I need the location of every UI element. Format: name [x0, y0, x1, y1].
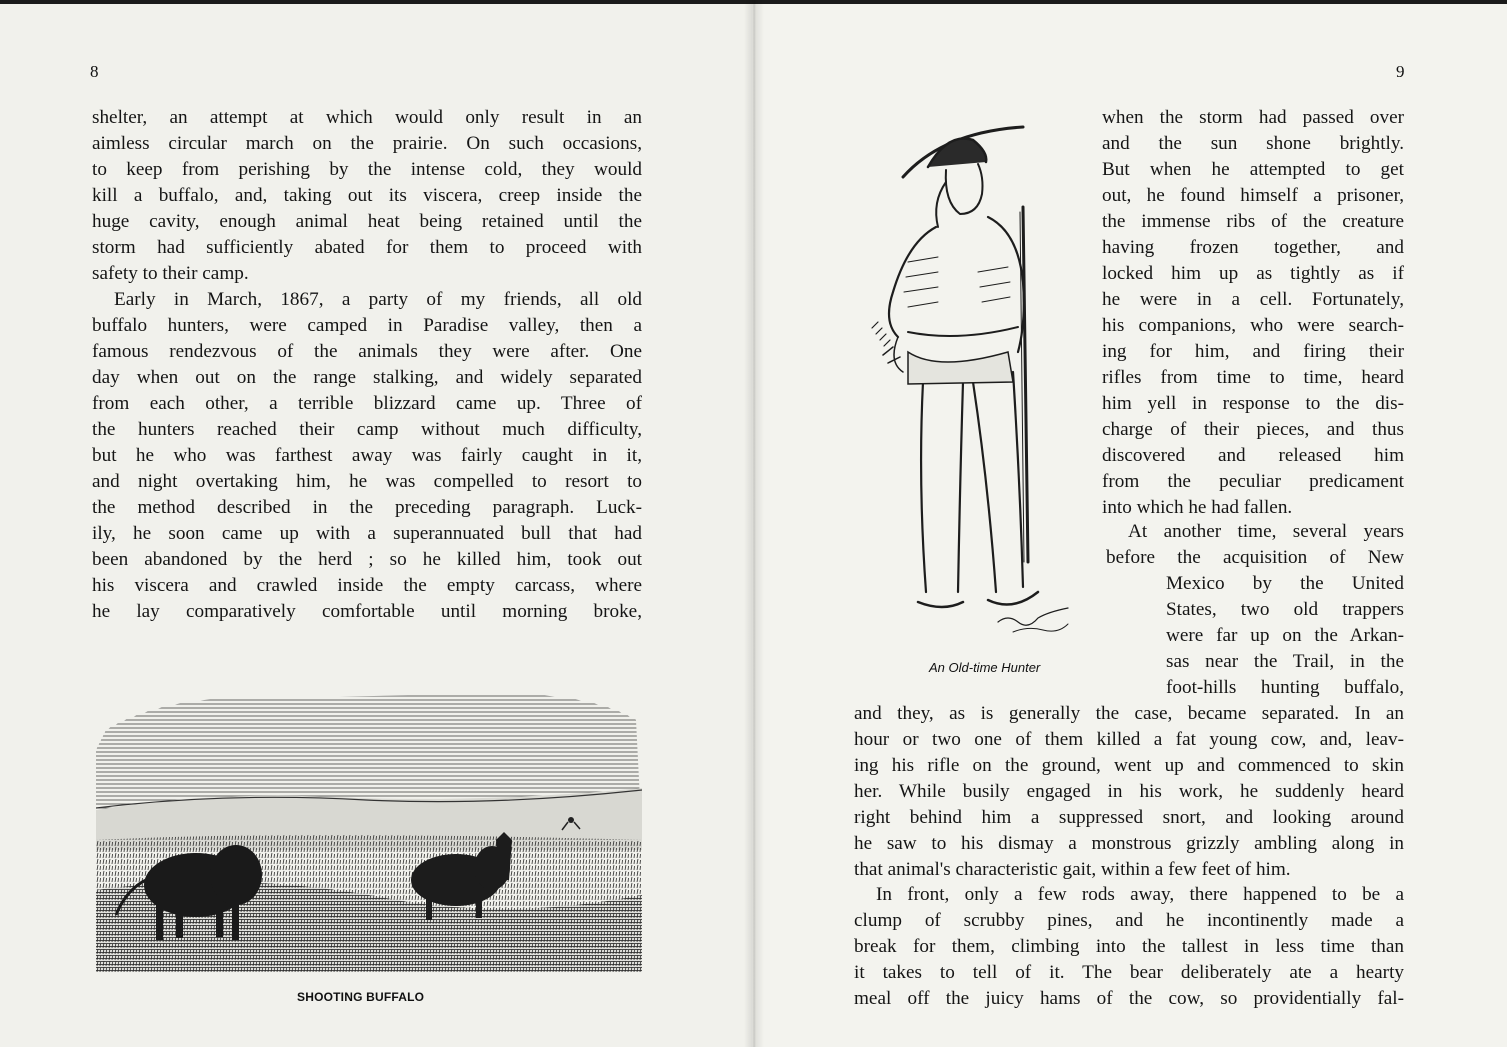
left-paragraph-1	[92, 105, 642, 287]
text-line: that animal's characteristic gait, within a few feet of him.	[854, 859, 1291, 880]
text-line: Early in March, 1867, a party of my friends, all old	[114, 289, 642, 310]
text-line: meal off the juicy hams of the cow, so providentially fal-	[854, 988, 1404, 1009]
text-line: having frozen together, and	[1102, 237, 1404, 258]
text-line: he lay comparatively comfortable until morning broke,	[92, 601, 642, 622]
text-line: locked him up as tightly as if	[1102, 263, 1404, 284]
text-line: been abandoned by the herd ; so he killed him, took out	[92, 549, 642, 570]
text-line: ily, he soon came up with a superannuated bull that had	[92, 523, 642, 544]
text-line: safety to their camp.	[92, 263, 249, 284]
old-time-hunter-illustration	[848, 122, 1098, 642]
text-line: foot-hills hunting buffalo,	[1166, 677, 1404, 698]
text-line: break for them, climbing into the tallest in less time than	[854, 936, 1404, 957]
text-line: from each other, a terrible blizzard came up. Three of	[92, 393, 642, 414]
text-line: him yell in response to the dis-	[1102, 393, 1404, 414]
text-line: to keep from perishing by the intense cold, they would	[92, 159, 642, 180]
text-line: her. While busily engaged in his work, he suddenly heard	[854, 781, 1404, 802]
text-line: storm had sufficiently abated for them to proceed with	[92, 237, 642, 258]
text-line: he were in a cell. Fortunately,	[1102, 289, 1404, 310]
page-number-left: 8	[90, 62, 99, 81]
text-line: before the acquisition of New	[1106, 547, 1404, 568]
text-line: Mexico by the United	[1166, 573, 1404, 594]
text-line: rifles from time to time, heard	[1102, 367, 1404, 388]
text-line: huge cavity, enough animal heat being retained until the	[92, 211, 642, 232]
left-paragraph-2	[92, 287, 642, 625]
figure-caption-shooting-buffalo: SHOOTING BUFFALO	[297, 990, 425, 1004]
text-line: and night overtaking him, he was compelled to resort to	[92, 471, 642, 492]
text-line: into which he had fallen.	[1102, 497, 1293, 518]
shooting-buffalo-illustration	[96, 690, 642, 972]
text-line: he saw to his dismay a monstrous grizzly ambling along in	[854, 833, 1404, 854]
left-page	[0, 4, 752, 1047]
text-line: out, he found himself a prisoner,	[1102, 185, 1404, 206]
text-line: sas near the Trail, in the	[1166, 651, 1404, 672]
text-line: right behind him a suppressed snort, and looking around	[854, 807, 1404, 828]
figure-caption-old-time-hunter: An Old-time Hunter	[929, 660, 1041, 675]
text-line: buffalo hunters, were camped in Paradise valley, then a	[92, 315, 642, 336]
right-full-text-2	[854, 882, 1404, 1012]
text-line: his companions, who were search-	[1102, 315, 1404, 336]
text-line: clump of scrubby pines, and he incontinently made a	[854, 910, 1404, 931]
text-line: hour or two one of them killed a fat young cow, and, leav-	[854, 729, 1404, 750]
right-full-text-1	[854, 701, 1404, 883]
text-line: the immense ribs of the creature	[1102, 211, 1404, 232]
book-gutter	[744, 0, 764, 1047]
text-line: famous rendezvous of the animals they were after. One	[92, 341, 642, 362]
text-line: charge of their pieces, and thus	[1102, 419, 1404, 440]
right-column-text-1	[1102, 105, 1404, 521]
right-column-text-2b	[1166, 571, 1404, 701]
page-number-right: 9	[1396, 62, 1405, 81]
text-line: from the peculiar predicament	[1102, 471, 1404, 492]
text-line: and they, as is generally the case, became separated. In an	[854, 703, 1404, 724]
text-line: his viscera and crawled inside the empty carcass, where	[92, 575, 642, 596]
text-line: ing for him, and firing their	[1102, 341, 1404, 362]
text-line: discovered and released him	[1102, 445, 1404, 466]
text-line: the method described in the preceding paragraph. Luck-	[92, 497, 642, 518]
text-line: but he who was farthest away was fairly caught in it,	[92, 445, 642, 466]
text-line: were far up on the Arkan-	[1166, 625, 1404, 646]
right-page	[752, 4, 1507, 1047]
right-column-text-2a	[1106, 519, 1404, 571]
text-line: it takes to tell of it. The bear deliberately ate a hearty	[854, 962, 1404, 983]
text-line: In front, only a few rods away, there happened to be a	[876, 884, 1404, 905]
text-line: shelter, an attempt at which would only result in an	[92, 107, 642, 128]
text-line: and the sun shone brightly.	[1102, 133, 1404, 154]
text-line: day when out on the range stalking, and widely separated	[92, 367, 642, 388]
text-line: States, two old trappers	[1166, 599, 1404, 620]
text-line: aimless circular march on the prairie. On such occasions,	[92, 133, 642, 154]
text-line: the hunters reached their camp without much difficulty,	[92, 419, 642, 440]
text-line: kill a buffalo, and, taking out its viscera, creep inside the	[92, 185, 642, 206]
text-line: ing his rifle on the ground, went up and commenced to skin	[854, 755, 1404, 776]
text-line: At another time, several years	[1128, 521, 1404, 542]
text-line: But when he attempted to get	[1102, 159, 1404, 180]
text-line: when the storm had passed over	[1102, 107, 1404, 128]
